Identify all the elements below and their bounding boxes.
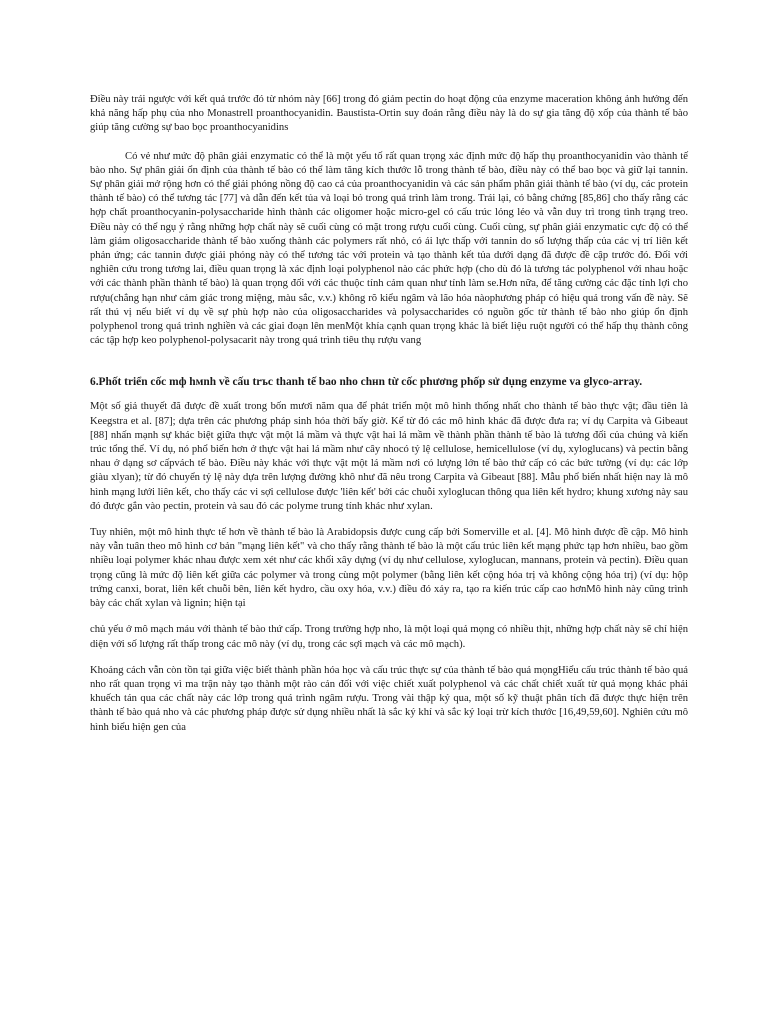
section-heading: 6.Phốt triển cốc mф hмnh về cấu trъc thanh tế bao nho chнn từ cốc phương phốp sử dụng enzyme va glyco-array. — [90, 376, 643, 389]
paragraph-4: Tuy nhiên, một mô hình thực tế hơn về thành tế bào là Arabidopsis được cung cấp bởi Somerville et al. [4]. Mô hình được đề cập. Mô hình này vẫn tuân theo mô hình cơ bản "mạng liên kết" và cho thấy rằng thành tế bào là một cấu trúc liên kết mạng phức tạp hơn nhiều, bao gồm nhiều loại polymer khác nhau được xem xét như các khối xây dựng (ví dụ như cellulose, xyloglucan, mannans, protein và pectin). Điều quan trọng cũng là mức độ liên kết giữa các polymer và trong cùng một polymer (bằng liên kết cộng hóa trị và không cộng hóa trị) (ví dụ: hộp trứng canxi, borat, liên kết chuỗi bên, liên kết hydro, cầu oxy hóa, v.v.) điều đó xảy ra, tạo ra kiến trúc cấp cao hơnMô hình này cũng trình bày các chất xylan và lignin; hiện tại — [90, 527, 688, 610]
paragraph-6: Khoảng cách vẫn còn tồn tại giữa việc biết thành phần hóa học và cấu trúc thực sự của thành tế bào quả mọngHiểu cấu trúc thành tế bào quả nho rất quan trọng vì ma trận này tạo thành một rào cản đối với việc chiết xuất polyphenol và các chất chiết xuất từ quả mọng khác phải khuếch tán qua các chất này các lớp trong quá trình ngâm rượu. Trong vài thập kỷ qua, một số kỹ thuật phân tích đã được thực hiện trên thành tế bào quả nho và các phương pháp được sử dụng nhiều nhất là sắc ký khí và sắc ký loại trừ kích thước [16,49,59,60]. Nghiên cứu mô hình biểu hiện gen của — [90, 664, 688, 733]
paragraph-3: Một số giả thuyết đã được đề xuất trong bốn mươi năm qua để phát triển một mô hình thống nhất cho thành tế bào thực vật; đầu tiên là Keegstra et al. [87]; dựa trên các phương pháp sinh hóa thời bấy giờ. Kể từ đó các mô hình khác đã được đưa ra; ví dụ Carpita và Gibeaut [88] nhấn mạnh sự khác biệt giữa thực vật một lá mầm và thực vật hai lá mầm về thành phần thành tế bào là tương đối của chúng và kiến trúc tổng thể. Ví dụ, nó phổ biến hơn ở thực vật hai lá mầm như cây nhocó tỷ lệ cellulose, hemicellulose (ví dụ, xyloglucans) và pectin bằng nhau ở dạng sơ cấpvách tế bào. Điều này khác với thực vật một lá mầm nơi có lượng lớn tế bào thứ cấp có các bức tường (ví dụ: các lớp giàu xlyan); từ đó chuyển tỷ lệ này dựa trên lượng đường khô như đã nêu trong Carpita và Gibeaut [88]. Mẫu phổ biến nhất hiện nay là mô hình mạng lưới liên kết, cho thấy các vi sợi cellulose được 'liên kết' bởi các chuỗi xyloglucan thông qua liên kết hydro; khung xương này sau đó được gắn vào pectin, protein và sau đó các polyme trung tính khác như xylan. — [90, 401, 688, 512]
paragraph-2: Có vẻ như mức độ phân giải enzymatic có thể là một yếu tố rất quan trọng xác định mức độ hấp thụ proanthocyanidin vào thành tế bào nho. Sự phân giải ổn định của thành tế bào có thể làm tăng kích thước lỗ trong thành tế bào, điều này có thể bao bọc và giữ lại tannin. Sự phân giải mở rộng hơn có thể giải phóng nồng độ cao cả của proanthocyanidin và các sản phẩm phân giải thành tế bào (ví dụ, các protein thành tế bào) có thể tương tác [77] và dẫn đến kết tủa và loại bỏ trong quá trình làm trong. Trái lại, có bằng chứng [85,86] cho thấy rằng các hợp chất proanthocyanin-polysaccharide hình thành các oligomer hoặc micro-gel có cấu trúc lỏng lẻo và vẫn duy trì trong tình trạng treo. Điều này có thể ngụ ý rằng những hợp chất này sẽ cuối cùng có mặt trong rượu cuối cùng. Cuối cùng, sự phân giải enzymatic cực độ có thể làm giảm oligosaccharide thành tế bào xuống thành các polymers rất nhỏ, có ái lực thấp với tannin do số lượng thấp của các vị trí liên kết phản ứng; các tannin được giải phóng này có thể tương tác với protein và tạo thành kết tủa dưới dạng đã được đề cập trước đó. Đối với nghiên cứu trong tương lai, điều quan trọng là xác định loại polyphenol nào các phức hợp (cho dù đó là tương tác polyphenol với nhau hoặc với các thành phần thành tế bào) là quan trọng đối với các thuộc tính cảm quan như tính làm se.Hơn nữa, để tăng cường các đặc tính lợi cho rượu(chẳng hạn như cảm giác trong miệng, màu sắc, v.v.) không rõ kiểu ngâm và lão hóa nàophương pháp có hiệu quả trong vấn đề này. Sẽ rất thú vị nếu biết ví dụ về sự phù hợp nào của oligosaccharides và polysaccharides có nguồn gốc từ thành tế bào nho giúp ổn định polyphenol trong quá trình nghiền và các giai đoạn lên menMột khía cạnh quan trọng khác là biết liệu ruột người có thể hấp thụ thành công các tập hợp keo polyphenol-polysacarit này trong quá trình tiêu thụ rượu vang — [90, 150, 688, 347]
paragraph-1: Điều này trái ngược với kết quả trước đó từ nhóm này [66] trong đó giảm pectin do hoạt động của enzyme maceration không ảnh hưởng đến khả năng hấp phụ của nho Monastrell proanthocyanidin. Baustista-Ortin suy đoán rằng điều này là do sự gia tăng độ xốp của thành tế bào giúp tăng cường sự bao bọc proanthocyanidins — [90, 94, 688, 134]
paragraph-5: chủ yếu ở mô mạch máu với thành tế bào thứ cấp. Trong trường hợp nho, là một loại quả mọng có nhiều thịt, những hợp chất này sẽ chỉ hiện diện với số lượng rất thấp trong các mô này (ví dụ, trong các sợi mạch và các mô mạch). — [90, 624, 688, 650]
